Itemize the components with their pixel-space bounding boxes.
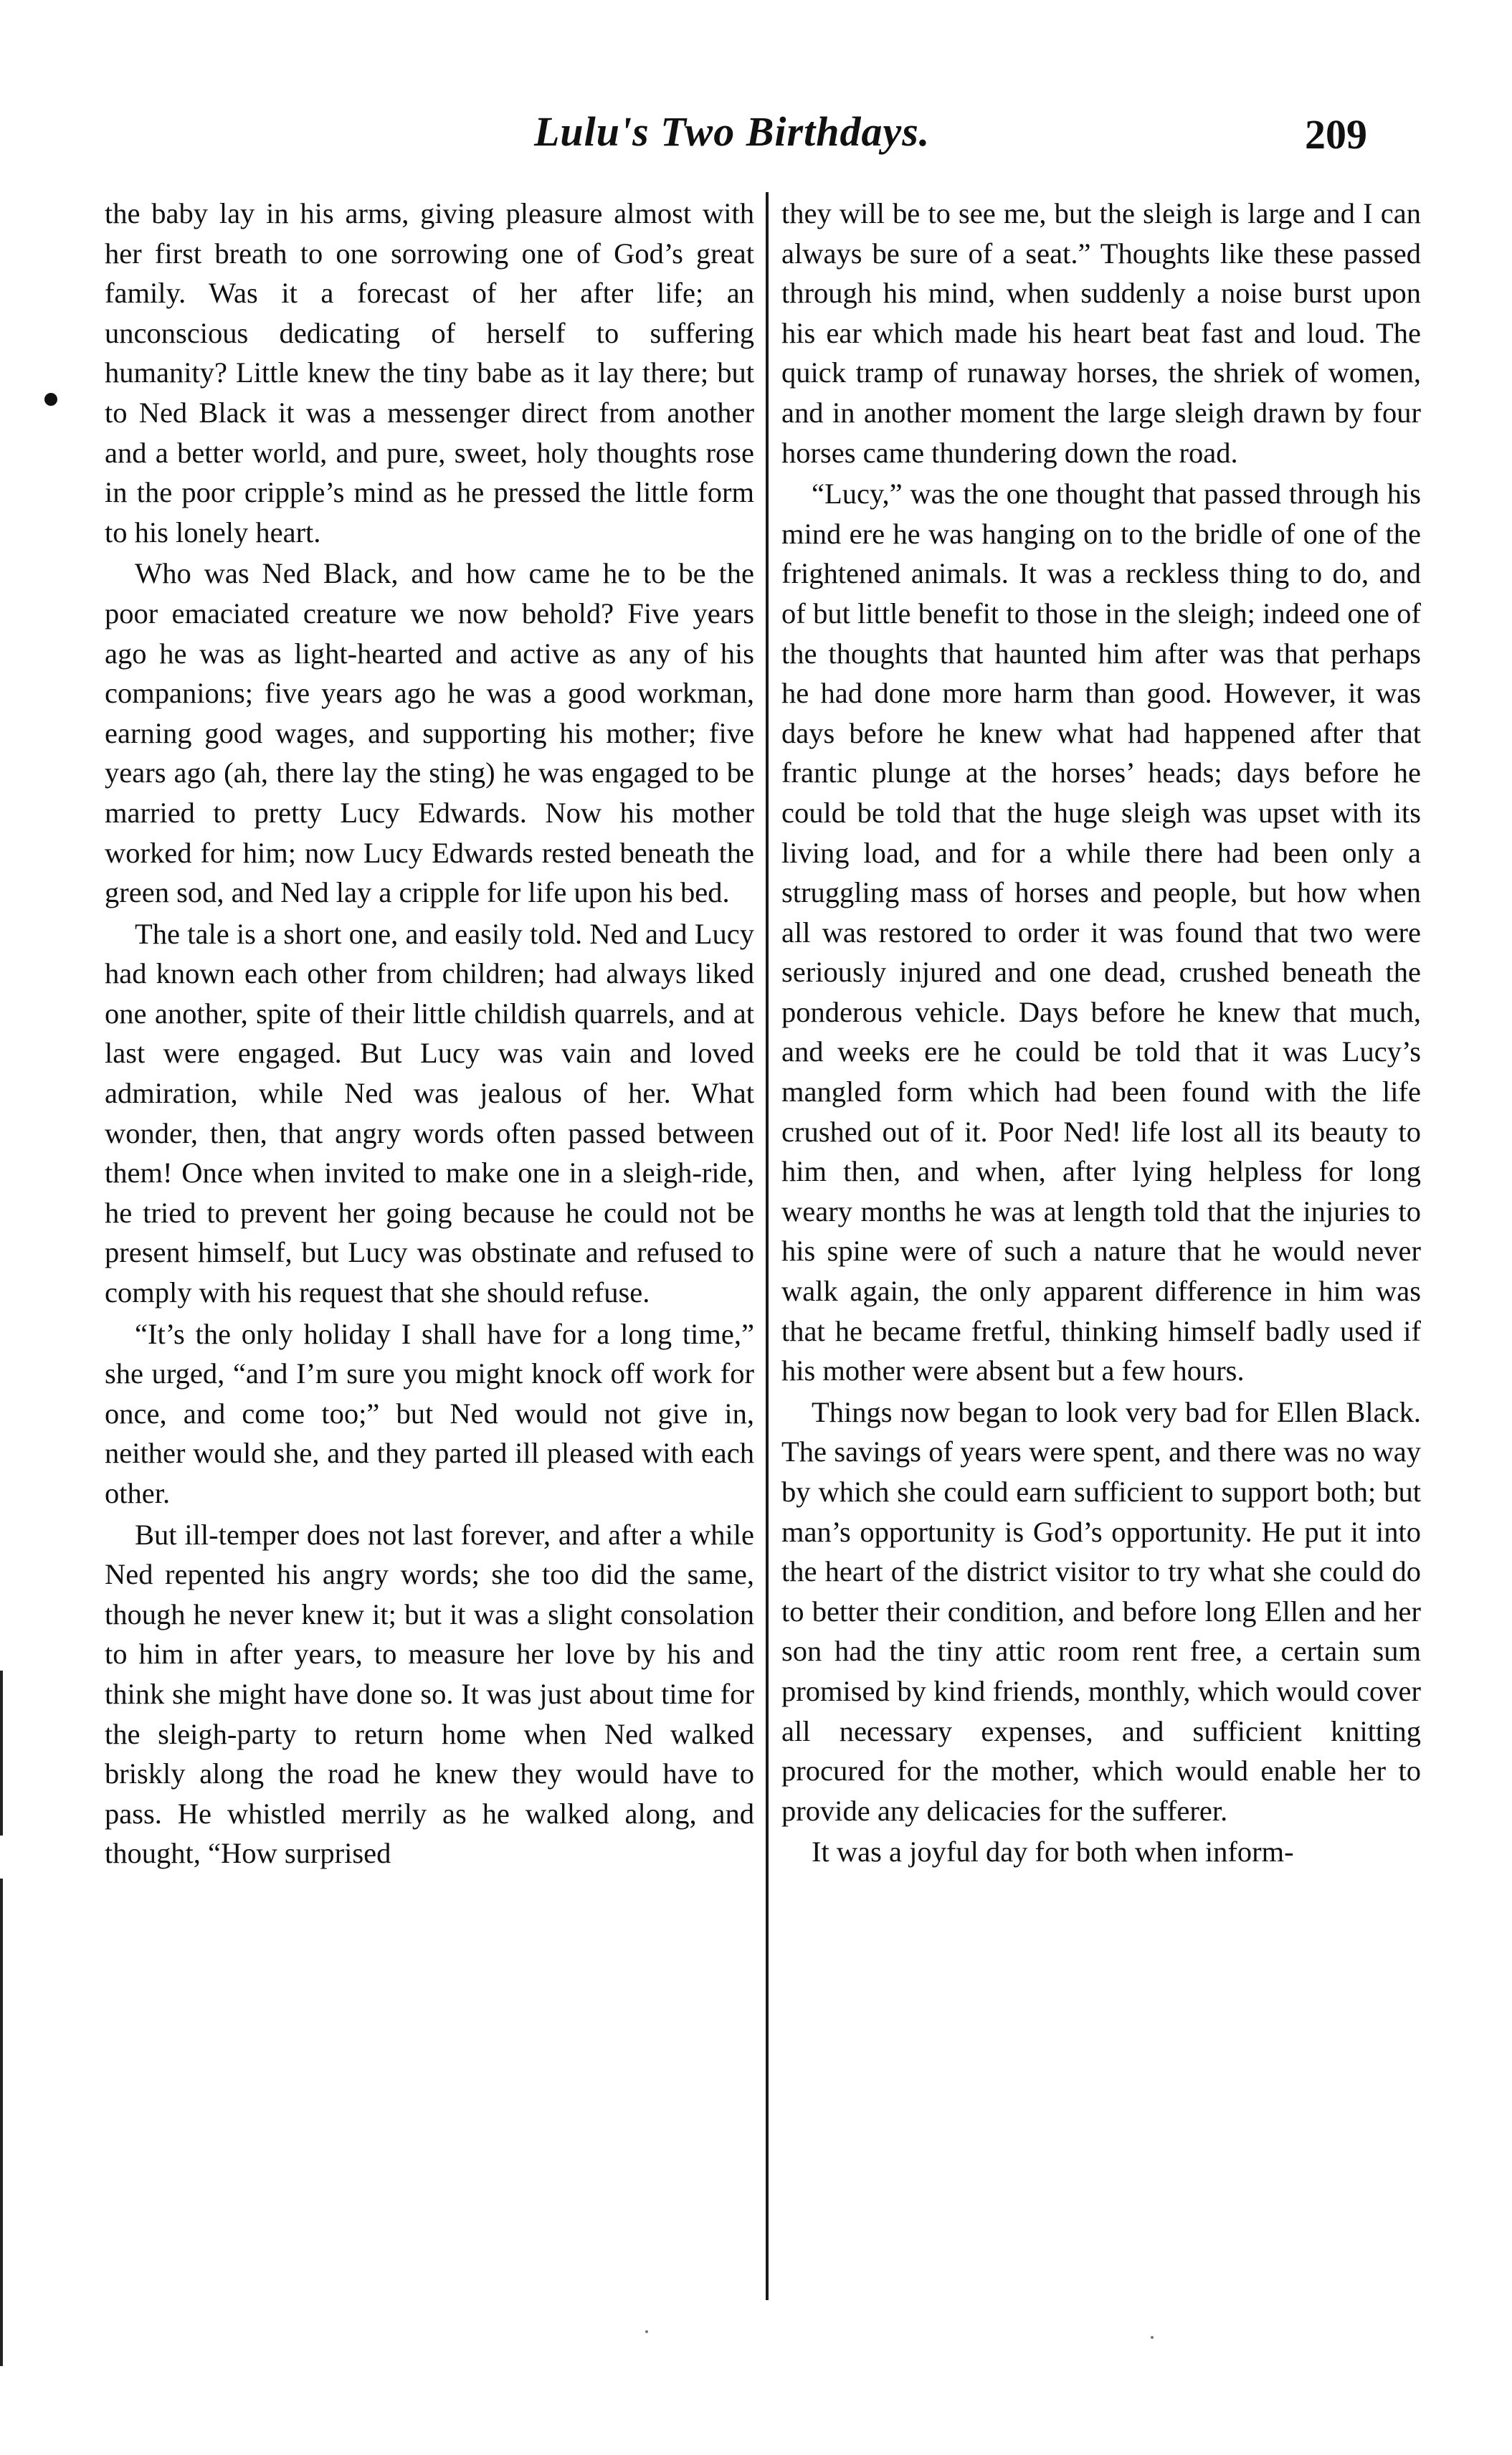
paragraph: “Lucy,” was the one thought that passed through his mind ere he was hanging on to the bridle of one of the frightened animals. It was a reckless thing to do, and of but little benefit to those in the sleigh; indeed one of the thoughts that haunted him after was that perhaps he had done more harm than good. However, it was days before he knew what had happened after that frantic plunge at the horses’ heads; days before he could be told that the huge sleigh was upset with its living load, and for a while there had been only a struggling mass of horses and people, but how when all was restored to order it was found that two were seriously injured and one dead, crushed beneath the ponderous vehicle. Days before he knew that much, and weeks ere he could be told that it was Lucy’s mangled form which had been found with the life crushed out of it. Poor Ned! life lost all its beauty to him then, and when, after lying helpless for long weary months he was at length told that the injuries to his spine were of such a nature that he would never walk again, the only apparent difference in him was that he became fretful, thinking himself badly used if his mother were absent but a few hours. [781,478,1421,1387]
print-speck [1151,2336,1154,2339]
paragraph: But ill-temper does not last forever, and after a while Ned repented his angry words; she too did the same, though he never knew it; but it was a slight consolation to him in after years, to measure her love by his and think she might have done so. It was just about time for the sleigh-party to return home when Ned walked briskly along the road he knew they would have to pass. He whistled merrily as he walked along, and thought, “How surprised [105,1518,754,1870]
paragraph: The tale is a short one, and easily told. Ned and Lucy had known each other from children; had always liked one another, spite of their little childish quarrels, and at last were engaged. But Lucy was vain and loved admiration, while Ned was jealous of her. What wonder, then, that angry words often passed between them! Once when invited to make one in a sleigh-ride, he tried to prevent her going because he could not be present himself, but Lucy was obstinate and refused to comply with his request that she should refuse. [105,917,754,1309]
paragraph: “It’s the only holiday I shall have for a long time,” she urged, “and I’m sure you might knock off work for once, and come too;” but Ned would not give in, neither would she, and they parted ill pleased with each other. [105,1317,754,1509]
paragraph: Things now began to look very bad for Ellen Black. The savings of years were spent, and there was no way by which she could earn sufficient to support both; but man’s opportunity is God’s opportunity. He put it into the heart of the district visitor to try what she could do to better their condition, and before long Ellen and her son had the tiny attic room rent free, a certain sum promised by kind friends, monthly, which would cover all necessary expenses, and sufficient knitting procured for the mother, which would enable her to provide any delicacies for the sufferer. [781,1395,1421,1827]
print-speck [645,2330,648,2333]
paragraph: they will be to see me, but the sleigh is large and I can always be sure of a seat.” Thoughts like these passed through his mind, when suddenly a noise burst upon his ear which made his heart beat fast and loud. The quick tramp of runaway horses, the shriek of women, and in another moment the large sleigh drawn by four horses came thundering down the road. [781,197,1421,469]
paragraph: It was a joyful day for both when inform- [812,1836,1294,1868]
page-header [0,108,1512,172]
margin-bullet-mark [44,393,57,406]
right-text-column [781,194,1421,1872]
paragraph: the baby lay in his arms, giving pleasure almost with her first breath to one sorrowing one of God’s great family. Was it a forecast of her after life; an unconscious dedicating of herself to suffering humanity? Little knew the tiny babe as it lay there; but to Ned Black it was a messenger direct from another and a better world, and pure, sweet, holy thoughts rose in the poor cripple’s mind as he pressed the little form to his lonely heart. [105,197,754,549]
margin-rule-mark [0,1879,3,2366]
left-text-column [105,194,754,1874]
margin-rule-mark [0,1671,3,1836]
page-number: 209 [1305,111,1367,158]
column-divider [766,192,769,2300]
running-title: Lulu's Two Birthdays. [534,108,931,155]
paragraph: Who was Ned Black, and how came he to be the poor emaciated creature we now behold? Five years ago he was as light-hearted and active as any of his companions; five years ago he was a good workman, earning good wages, and supporting his mother; five years ago (ah, there lay the sting) he was engaged to be married to pretty Lucy Edwards. Now his mother worked for him; now Lucy Edwards rested beneath the green sod, and Ned lay a cripple for life upon his bed. [105,557,754,909]
